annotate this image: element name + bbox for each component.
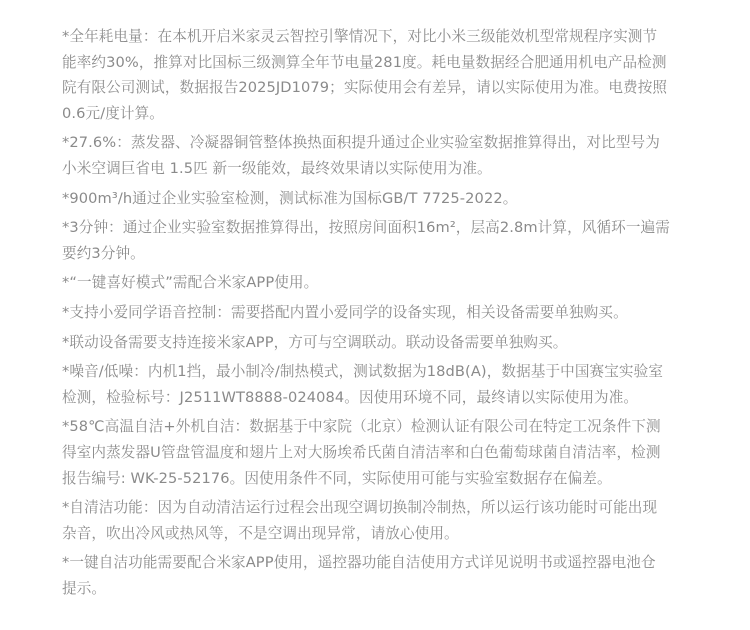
footnote-line: 小米空调巨省电 1.5匹 新一级能效，最终效果请以实际使用为准。 — [62, 159, 492, 177]
footnote-line: *支持小爱同学语音控制：需要搭配内置小爱同学的设备实现，相关设备需要单独购买。 — [62, 303, 628, 321]
footnote-line: *一键自洁功能需要配合米家APP使用，遥控器功能自洁使用方式详见说明书或遥控器电池仓 — [62, 554, 656, 572]
footnote-line: *“一键喜好模式”需配合米家APP使用。 — [62, 274, 319, 292]
footnote-line: 要约3分钟。 — [62, 244, 145, 262]
footnote-line: *全年耗电量：在本机开启米家灵云智控引擎情况下，对比小米三级能效机型常规程序实测节 — [62, 28, 658, 45]
footnote-annual-power — [62, 24, 688, 126]
footnote-line: 检测，检验标号：J2511WT8888-024084。因使用环境不同，最终请以实际使用为准。 — [62, 388, 639, 406]
footnote-airflow — [62, 186, 688, 212]
footnote-line: 能率约30%，推算对比国标三级测算全年节电量281度。耗电量数据经合肥通用机电产品检测 — [62, 53, 667, 71]
footnote-preference-mode — [62, 270, 688, 296]
footnote-line: 0.6元/度计算。 — [62, 104, 164, 122]
footnote-linked-devices — [62, 330, 688, 356]
footnote-heat-exchange — [62, 130, 688, 181]
footnote-list — [62, 24, 688, 601]
footnote-line: *噪音/低噪：内机1挡，最小制冷/制热模式，测试数据为18dB(A)，数据基于中国赛宝实验室 — [62, 363, 664, 381]
footnote-air-cycle — [62, 215, 688, 266]
footnote-line: *联动设备需要支持连接米家APP，方可与空调联动。联动设备需要单独购买。 — [62, 333, 568, 351]
footnote-line: *58℃高温自洁+外机自洁：数据基于中家院（北京）检测认证有限公司在特定工况条件下测 — [62, 418, 661, 436]
footnote-line: 杂音，吹出冷风或热风等，不是空调出现异常，请放心使用。 — [62, 524, 459, 542]
footnote-voice-control — [62, 300, 688, 326]
footnote-line: 得室内蒸发器U管盘管温度和翅片上对大肠埃希氏菌自清洁率和白色葡萄球菌自清洁率，检测 — [62, 443, 661, 461]
footnote-noise — [62, 359, 688, 410]
footnote-line: *3分钟：通过企业实验室数据推算得出，按照房间面积16m²，层高2.8m计算，风循环一遍需 — [62, 219, 670, 237]
footnote-one-key-clean — [62, 550, 688, 601]
footnote-line: 院有限公司测试，数据报告2025JD1079；实际使用会有差异，请以实际使用为准。电费按照 — [62, 79, 668, 97]
footnote-self-clean-function — [62, 495, 688, 546]
footnote-line: *自清洁功能：因为自动清洁运行过程会出现空调切换制冷制热，所以运行该功能时可能出现 — [62, 499, 658, 517]
footnote-line: *27.6%：蒸发器、冷凝器铜管整体换热面积提升通过企业实验室数据推算得出，对比型号为 — [62, 134, 660, 152]
footnote-line: 提示。 — [62, 579, 107, 597]
footnote-self-clean-58c — [62, 414, 688, 491]
footnote-line: 报告编号: WK-25-52176。因使用条件不同，实际使用可能与实验室数据存在偏差。 — [62, 469, 612, 487]
footnote-line: *900m³/h通过企业实验室检测，测试标准为国标GB/T 7725-2022。 — [62, 189, 518, 207]
